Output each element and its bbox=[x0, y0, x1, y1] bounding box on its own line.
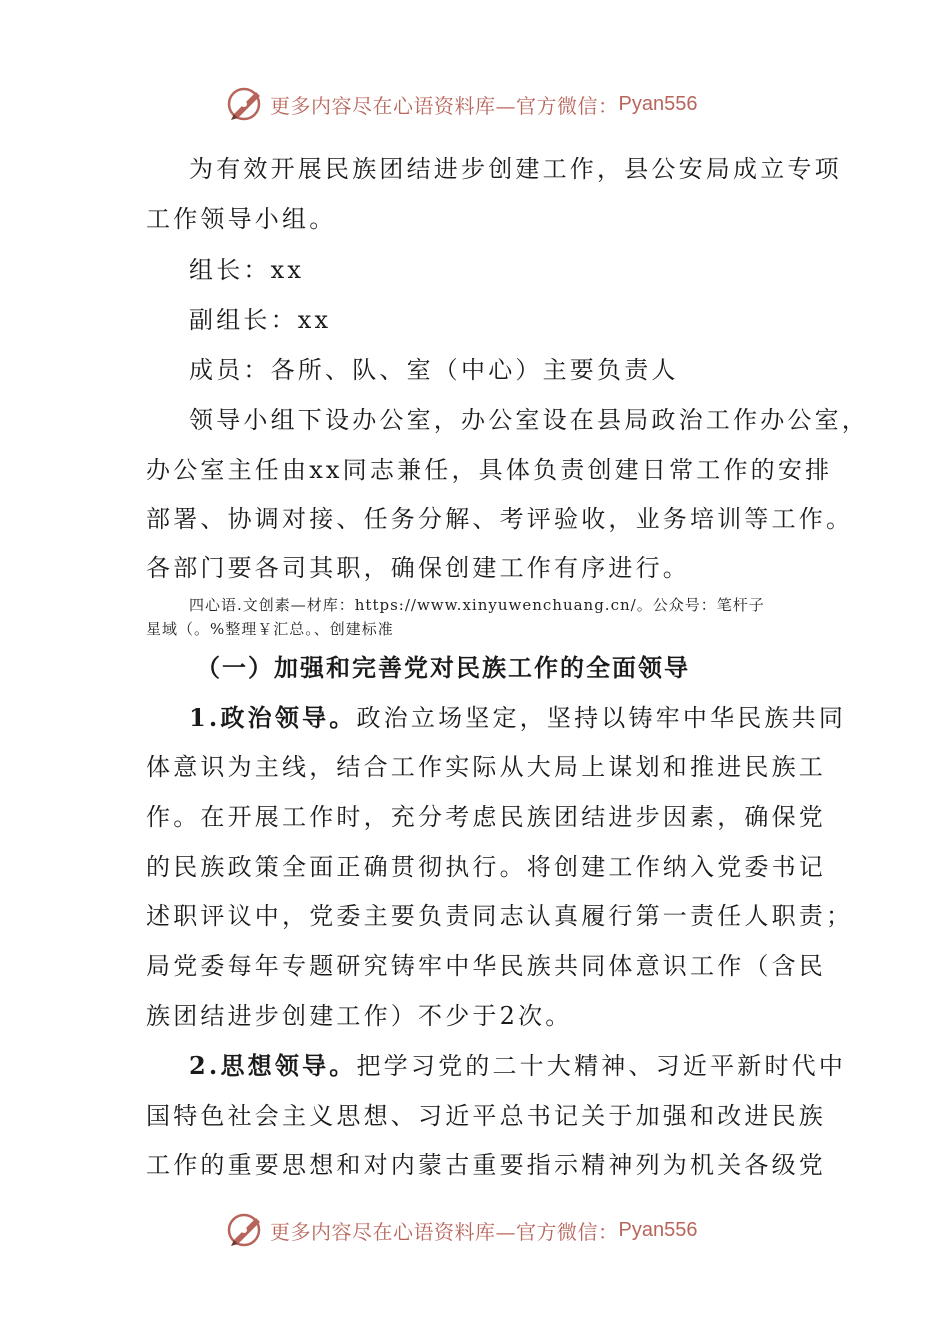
paragraph-line: 述职评议中，党委主要负责同志认真履行第一责任人职责； bbox=[146, 902, 854, 930]
paragraph-line: 局党委每年专题研究铸牢中华民族共同体意识工作（含民 bbox=[146, 952, 826, 980]
paragraph-line: 族团结进步创建工作）不少于2次。 bbox=[146, 1002, 573, 1030]
paragraph-line: 各部门要各司其职，确保创建工作有序进行。 bbox=[146, 554, 690, 582]
banner-text: 更多内容尽在心语资料库—官方微信： bbox=[270, 93, 619, 118]
paragraph-line bbox=[189, 1051, 846, 1081]
paragraph-line: 的民族政策全面正确贯彻执行。将创建工作纳入党委书记 bbox=[146, 853, 826, 881]
item-text: 政治立场坚定，坚持以铸牢中华民族共同 bbox=[356, 704, 847, 732]
source-note: 四心语.文创素—材库：https://www.xinyuwenchuang.cn/。公众号：笔杆子 bbox=[189, 596, 765, 614]
leader-line: 组长：xx bbox=[189, 256, 305, 284]
footer-watermark-banner bbox=[226, 1208, 697, 1252]
paragraph-line: 部署、协调对接、任务分解、考评验收，业务培训等工作。 bbox=[146, 505, 854, 533]
paragraph-line bbox=[189, 703, 846, 733]
paragraph-line: 体意识为主线，结合工作实际从大局上谋划和推进民族工 bbox=[146, 753, 826, 781]
item-lead: 2.思想领导。 bbox=[189, 1051, 357, 1080]
paragraph-line: 作。在开展工作时，充分考虑民族团结进步因素，确保党 bbox=[146, 803, 826, 831]
banner-wechat-id: Pyan556 bbox=[618, 1218, 698, 1241]
pen-logo-icon bbox=[226, 1210, 266, 1250]
deputy-leader-line: 副组长：xx bbox=[189, 306, 332, 334]
banner-wechat-id: Pyan556 bbox=[618, 92, 698, 115]
source-note: 星域（。%整理￥汇总。、创建标准 bbox=[146, 620, 394, 638]
members-line: 成员：各所、队、室（中心）主要负责人 bbox=[189, 356, 679, 384]
banner-text: 更多内容尽在心语资料库—官方微信： bbox=[270, 1219, 619, 1244]
section-heading: （一）加强和完善党对民族工作的全面领导 bbox=[196, 653, 690, 682]
paragraph-line: 工作的重要思想和对内蒙古重要指示精神列为机关各级党 bbox=[146, 1151, 826, 1179]
paragraph-line: 领导小组下设办公室，办公室设在县局政治工作办公室， bbox=[189, 406, 869, 434]
header-watermark-banner bbox=[226, 82, 697, 126]
pen-logo-icon bbox=[226, 84, 266, 124]
item-lead: 1.政治领导。 bbox=[189, 703, 357, 732]
paragraph-line: 国特色社会主义思想、习近平总书记关于加强和改进民族 bbox=[146, 1102, 826, 1130]
item-text: 把学习党的二十大精神、习近平新时代中 bbox=[356, 1052, 847, 1080]
paragraph-line: 为有效开展民族团结进步创建工作，县公安局成立专项 bbox=[189, 155, 842, 183]
paragraph-line: 办公室主任由xx同志兼任，具体负责创建日常工作的安排 bbox=[146, 456, 833, 484]
paragraph-line: 工作领导小组。 bbox=[146, 205, 337, 233]
